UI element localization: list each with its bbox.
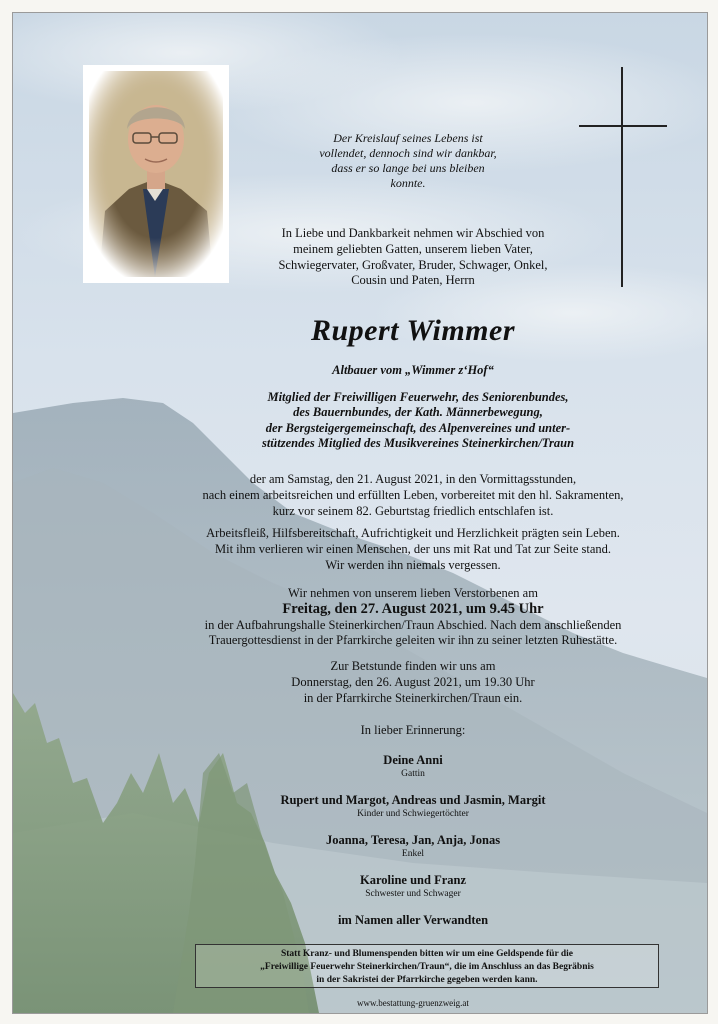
relatives-line: im Namen aller Verwandten xyxy=(337,913,489,927)
prayer-line: Donnerstag, den 26. August 2021, um 19.30 Uhr xyxy=(291,674,535,689)
motto-quote xyxy=(298,131,518,191)
funeral-details xyxy=(163,586,663,649)
family-names: Rupert und Margot, Andreas und Jasmin, Margit xyxy=(280,793,546,807)
portrait-image xyxy=(89,71,223,277)
family-relation: Schwester und Schwager xyxy=(365,889,461,899)
membership-line: des Bauernbundes, der Kath. Männerbewegung, xyxy=(293,405,543,420)
family-names: Deine Anni xyxy=(383,753,443,767)
family-entry xyxy=(233,833,593,860)
family-entry xyxy=(233,753,593,780)
cross-icon xyxy=(579,67,667,287)
occupation-line: Altbauer vom „Wimmer z‘Hof“ xyxy=(332,363,494,377)
donation-line: Statt Kranz- und Blumenspenden bitten wir um eine Geldspende für die xyxy=(280,949,574,959)
donation-line: in der Sakristei der Pfarrkirche gegeben werden kann. xyxy=(316,975,538,985)
membership-line: der Bergsteigergemeinschaft, des Alpenvereines und unter- xyxy=(265,420,571,435)
intro-line: Schwiegervater, Großvater, Bruder, Schwager, Onkel, xyxy=(278,257,548,272)
family-entry xyxy=(233,793,593,820)
obituary-content xyxy=(13,13,707,1013)
deceased-name: Rupert Wimmer xyxy=(310,314,516,347)
family-names: Karoline und Franz xyxy=(359,873,467,887)
funeral-line: Trauergottesdienst in der Pfarrkirche geleiten wir ihn zu seiner letzten Ruhestätte. xyxy=(208,633,618,648)
family-relation: Kinder und Schwiegertöchter xyxy=(357,809,469,819)
family-entry xyxy=(233,873,593,900)
funeral-date: Freitag, den 27. August 2021, um 9.45 Uhr xyxy=(282,600,544,617)
intro-line: In Liebe und Dankbarkeit nehmen wir Abschied von xyxy=(281,226,545,240)
membership-line: stützendes Mitglied des Musikvereines Steinerkirchen/Traun xyxy=(261,436,575,451)
farewell-intro xyxy=(253,226,573,289)
motto-line: vollendet, dennoch sind wir dankbar, xyxy=(319,146,497,160)
portrait-photo xyxy=(83,65,229,283)
prayer-line: Zur Betstunde finden wir uns am xyxy=(330,659,496,673)
donation-notice-box xyxy=(195,944,659,988)
funeral-line: Wir nehmen von unserem lieben Verstorbenen am xyxy=(288,586,538,600)
death-notice-line: der am Samstag, den 21. August 2021, in den Vormittagsstunden, xyxy=(249,472,577,486)
tribute-line: Wir werden ihn niemals vergessen. xyxy=(325,557,501,572)
funeral-line: in der Aufbahrungshalle Steinerkirchen/Traun Abschied. Nach dem anschließenden xyxy=(204,617,622,632)
tribute-line: Mit ihm verlieren wir einen Menschen, der uns mit Rat und Tat zur Seite stand. xyxy=(214,541,612,556)
motto-line: konnte. xyxy=(390,176,426,190)
tribute-paragraph xyxy=(163,526,663,573)
prayer-hour-details xyxy=(163,659,663,706)
funeral-home-website: www.bestattung-gruenzweig.at xyxy=(357,998,469,1008)
tribute-line: Arbeitsfleiß, Hilfsbereitschaft, Aufrichtigkeit und Herzlichkeit prägten sein Leben. xyxy=(206,526,620,540)
prayer-line: in der Pfarrkirche Steinerkirchen/Traun ein. xyxy=(303,690,523,705)
death-notice-line: nach einem arbeitsreichen und erfüllten Leben, vorbereitet mit den hl. Sakramenten, xyxy=(202,487,624,502)
death-notice-line: kurz vor seinem 82. Geburtstag friedlich entschlafen ist. xyxy=(272,503,554,518)
family-names: Joanna, Teresa, Jan, Anja, Jonas xyxy=(325,833,501,847)
membership-line: Mitglied der Freiwilligen Feuerwehr, des Seniorenbundes, xyxy=(267,390,569,404)
intro-line: Cousin und Paten, Herrn xyxy=(351,273,475,288)
family-relation: Enkel xyxy=(401,849,425,859)
motto-line: Der Kreislauf seines Lebens ist xyxy=(333,131,483,145)
donation-line: „Freiwillige Feuerwehr Steinerkirchen/Traun“, die im Anschluss an das Begräbnis xyxy=(260,962,594,972)
death-notice xyxy=(163,472,663,519)
remembrance-heading: In lieber Erinnerung: xyxy=(360,723,466,737)
motto-line: dass er so lange bei uns bleiben xyxy=(331,161,485,175)
obituary-sheet xyxy=(12,12,708,1014)
memberships-block xyxy=(213,390,623,452)
intro-line: meinem geliebten Gatten, unserem lieben Vater, xyxy=(293,241,533,256)
family-relation: Gattin xyxy=(401,769,425,779)
